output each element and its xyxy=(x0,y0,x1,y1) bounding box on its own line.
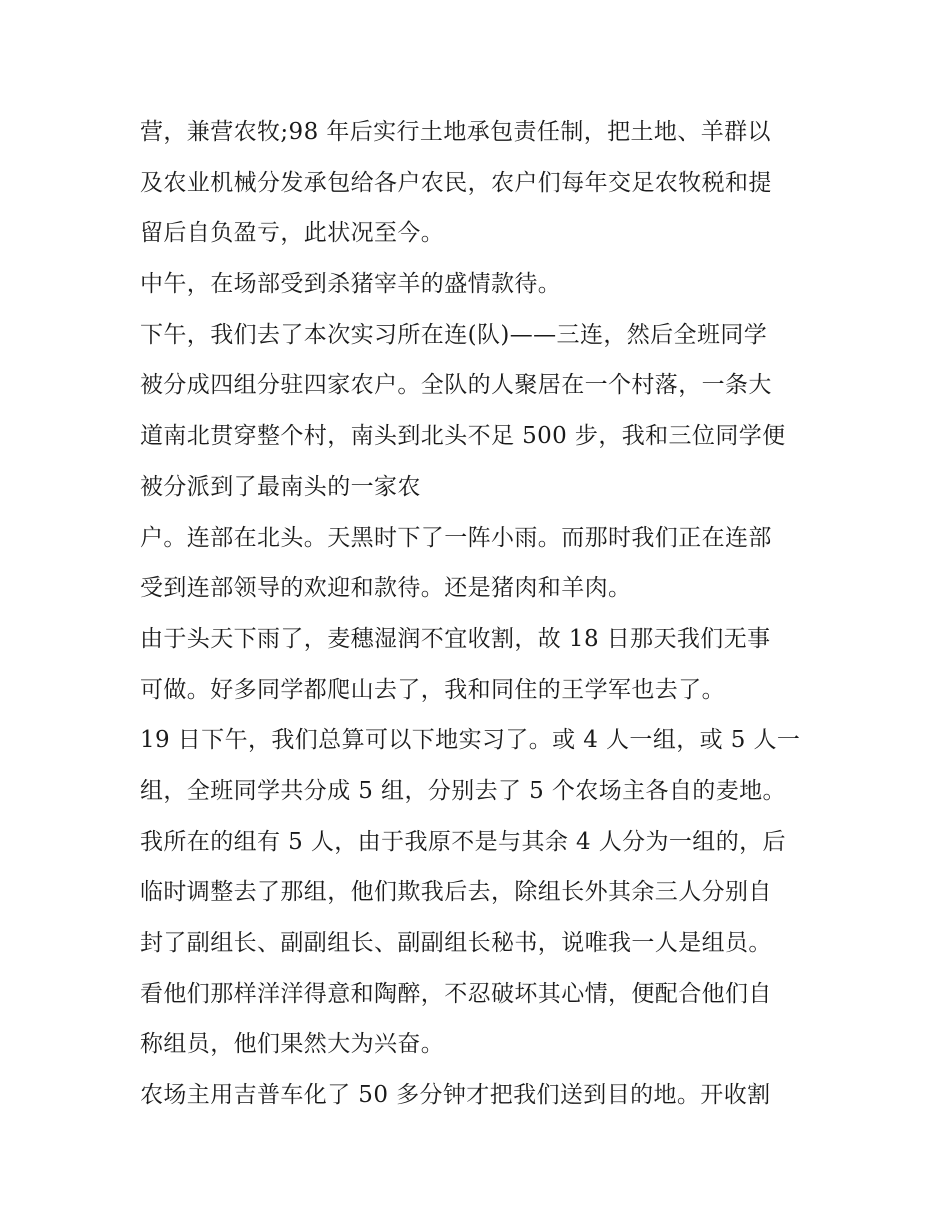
text-line: 可做。好多同学都爬山去了，我和同住的王学军也去了。 xyxy=(140,676,725,703)
text-line: 中午，在场部受到杀猪宰羊的盛情款待。 xyxy=(140,271,562,298)
text-line: 留后自负盈亏，此状况至今。 xyxy=(140,220,445,247)
text-line: 受到连部领导的欢迎和款待。还是猪肉和羊肉。 xyxy=(140,575,632,602)
text-line: 称组员，他们果然大为兴奋。 xyxy=(140,1031,445,1058)
text-line: 封了副组长、副副组长、副副组长秘书，说唯我一人是组员。 xyxy=(140,930,772,956)
text-line: 营，兼营农牧;98 年后实行土地承包责任制，把土地、羊群以 xyxy=(140,119,771,145)
text-line: 看他们那样洋洋得意和陶醉，不忍破坏其心情，便配合他们自 xyxy=(140,980,772,1007)
text-line: 户。连部在北头。天黑时下了一阵小雨。而那时我们正在连部 xyxy=(140,524,772,551)
text-line: 被分派到了最南头的一家农 xyxy=(140,473,421,500)
text-line: 下午，我们去了本次实习所在连(队)——三连，然后全班同学 xyxy=(140,321,768,348)
text-line: 道南北贯穿整个村，南头到北头不足 500 步，我和三位同学便 xyxy=(140,423,786,450)
text-line: 被分成四组分驻四家农户。全队的人聚居在一个村落，一条大 xyxy=(140,372,772,399)
text-line: 农场主用吉普车化了 50 多分钟才把我们送到目的地。开收割 xyxy=(140,1082,771,1109)
text-line: 19 日下午，我们总算可以下地实习了。或 4 人一组，或 5 人一 xyxy=(140,727,801,754)
text-line: 临时调整去了那组，他们欺我后去，除组长外其余三人分别自 xyxy=(140,879,772,906)
text-line: 组，全班同学共分成 5 组，分别去了 5 个农场主各自的麦地。 xyxy=(140,777,786,804)
text-line: 由于头天下雨了，麦穗湿润不宜收割，故 18 日那天我们无事 xyxy=(140,625,771,652)
body-text xyxy=(140,107,820,1121)
text-line: 及农业机械分发承包给各户农民，农户们每年交足农牧税和提 xyxy=(140,169,772,196)
text-line: 我所在的组有 5 人，由于我原不是与其余 4 人分为一组的，后 xyxy=(140,828,786,855)
